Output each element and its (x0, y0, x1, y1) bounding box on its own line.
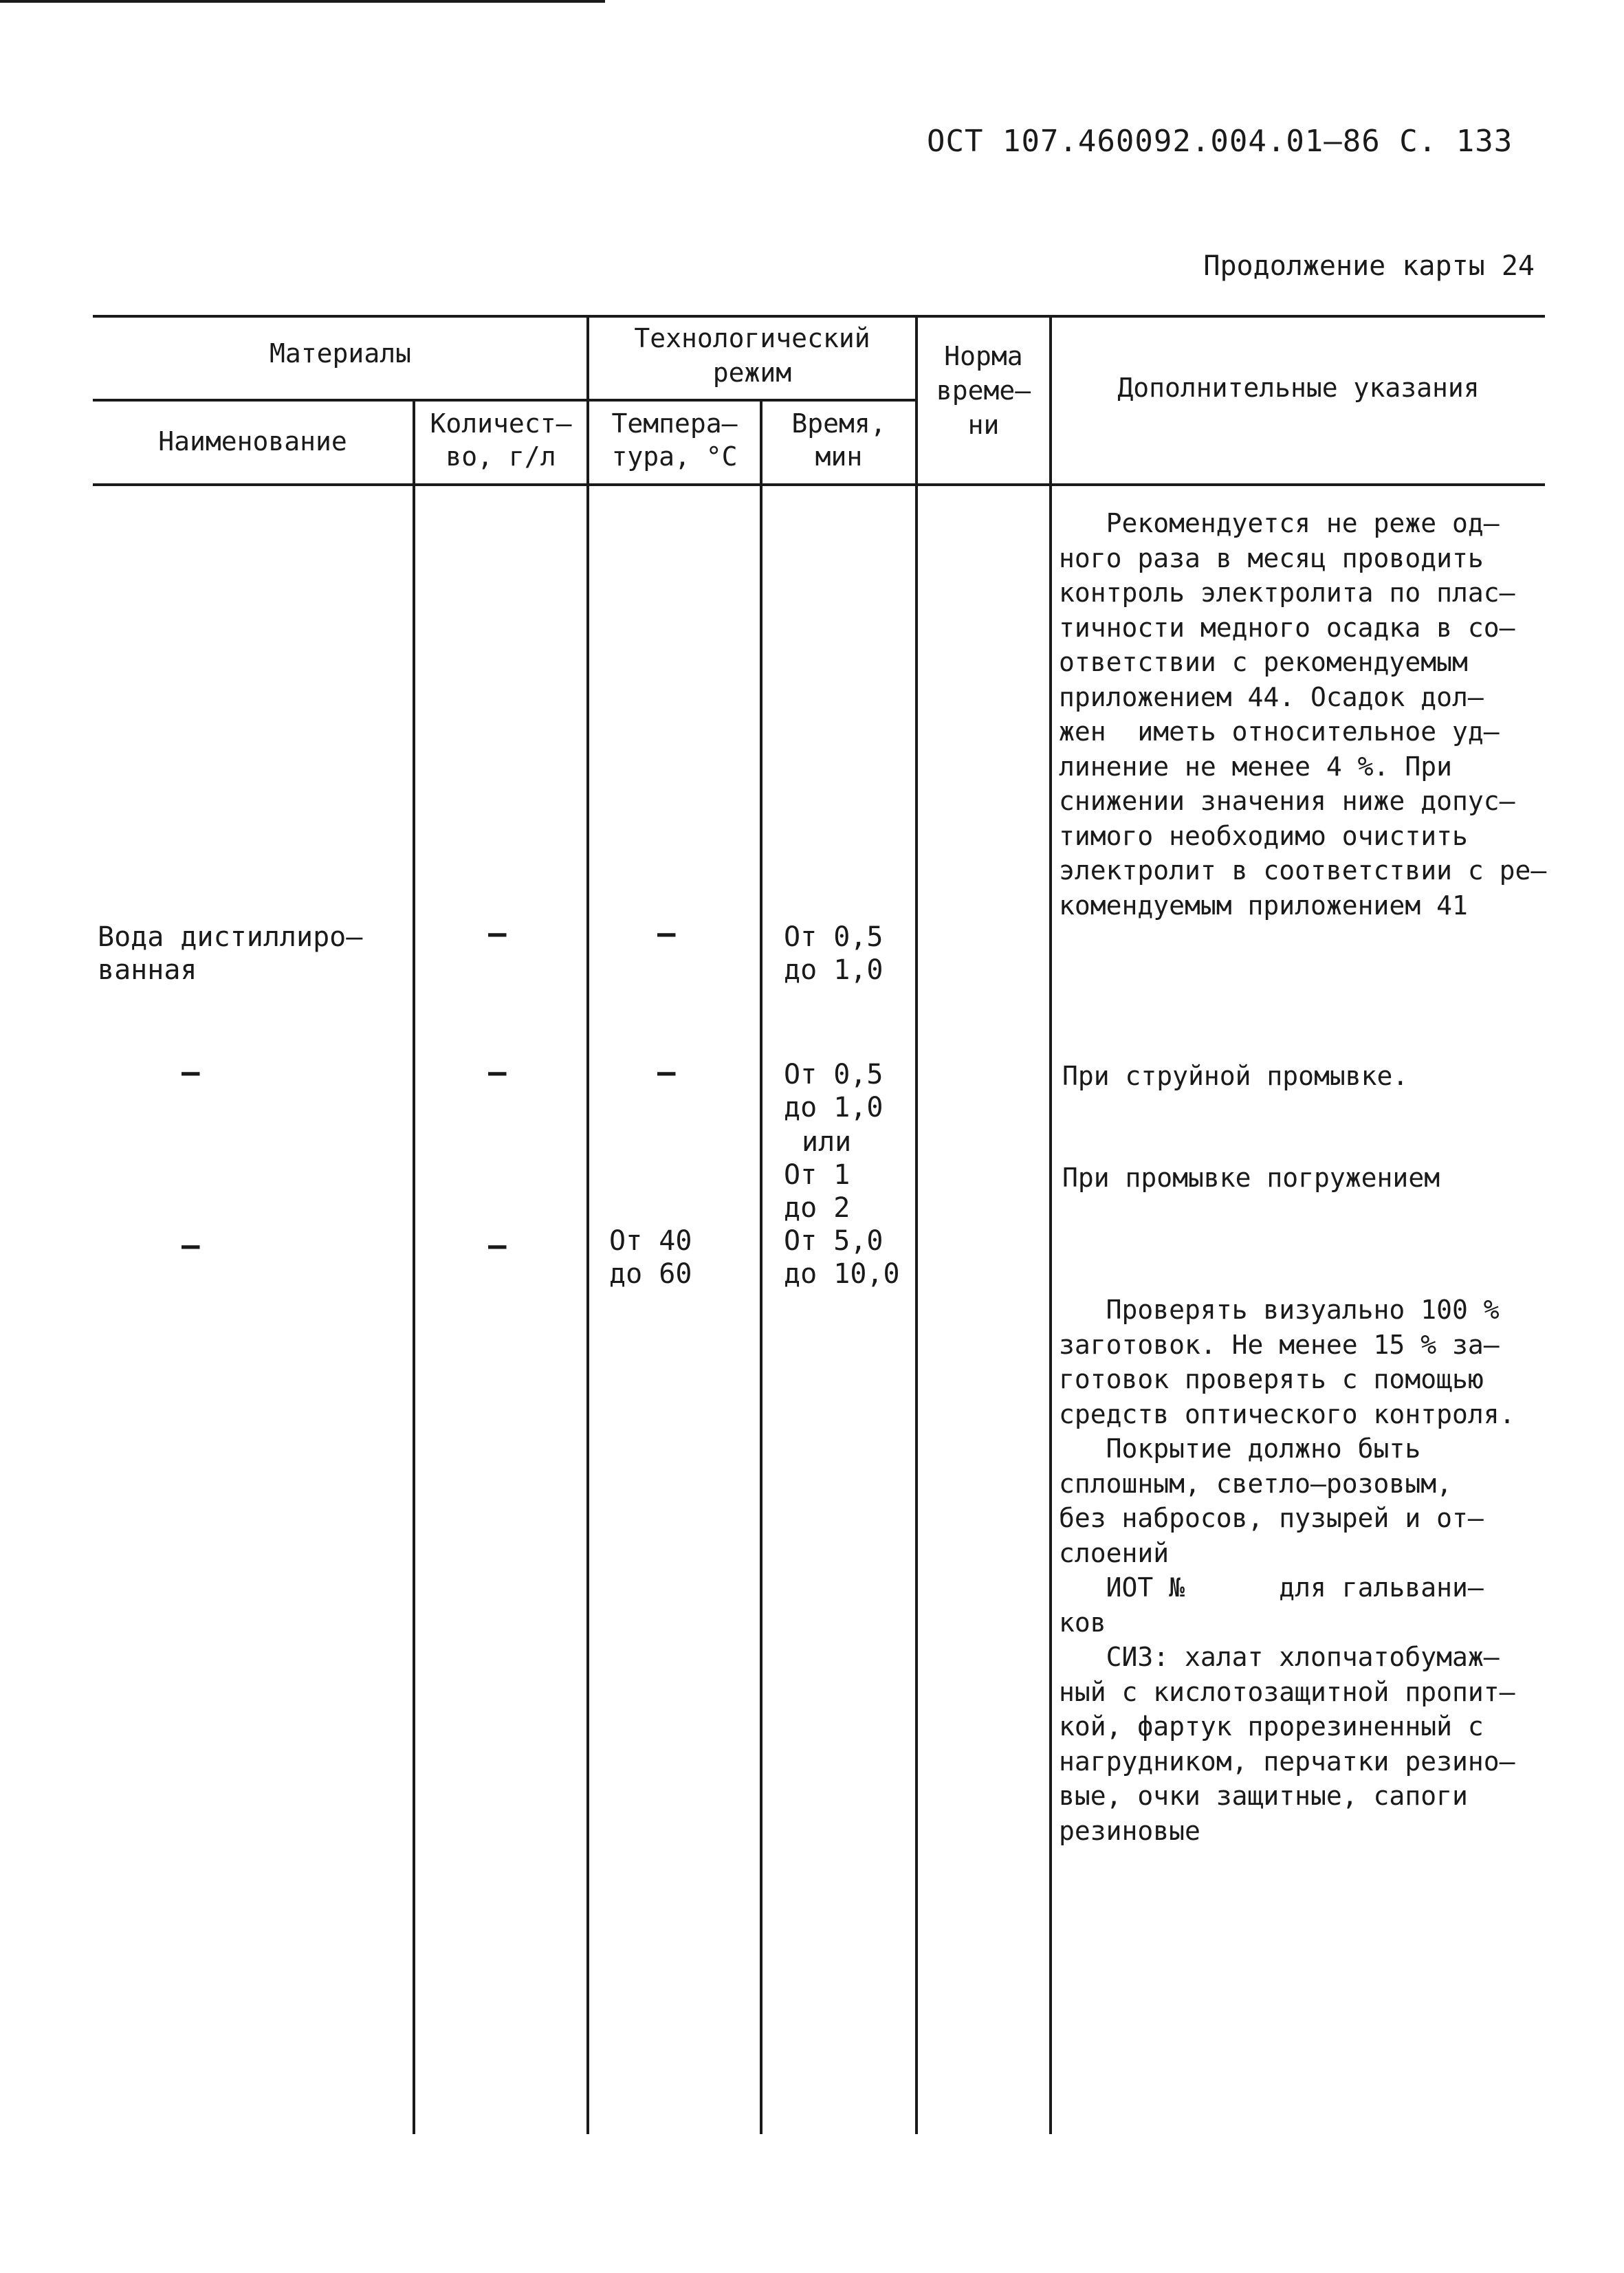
header-norm-3: ни (967, 410, 1000, 440)
row1-time-1: От 0,5 (784, 921, 884, 953)
header-norm-2: време– (936, 375, 1031, 406)
row2-time-4: От 1 (784, 1159, 851, 1191)
col-divider-1 (413, 400, 415, 2134)
header-name: Наименование (158, 426, 347, 457)
header-norm-1: Норма (944, 341, 1023, 371)
row2-time-2: до 1,0 (784, 1092, 884, 1123)
header-temperature-1: Темпера– (611, 408, 738, 439)
col-divider-2 (586, 316, 589, 2134)
header-materials: Материалы (270, 338, 411, 369)
notes-inspection-and-safety: Проверять визуально 100 % заготовок. Не менее 15 % за– готовок проверять с помощью средств оптического контроля. Покрытие должно быть сплошным, светло–розовым, без набросов, пузырей и от– слоений ИОТ № для гальвани– ков СИЗ: халат хлопчатобумаж– ный с кислотозащитной пропит– кой, фартук прорезиненный с нагрудником, перчатки резино– вые, очки защитные, сапоги резиновые (1059, 1295, 1515, 1846)
tech-mode-sub-rule (588, 399, 917, 402)
row2-note-jet: При струйной промывке. (1062, 1061, 1409, 1091)
row2-time-5: до 2 (784, 1192, 851, 1224)
document-code: ОСТ 107.460092.004.01–86 С. 133 (927, 124, 1513, 159)
col-divider-3 (760, 400, 762, 2134)
header-quantity-1: Количест– (430, 408, 572, 439)
row3-temperature-2: до 60 (609, 1258, 692, 1290)
notes-electrolyte-control: Рекомендуется не реже од– ного раза в месяц проводить контроль электролита по плас– тичности медного осадка в со– ответствии с рекомендуемым приложением 44. Осадок дол– жен иметь относительное уд– линение не менее 4 %. При снижении значения ниже допус– тимого необходимо очистить электролит в соответствии с ре– комендуемым приложением 41 (1059, 508, 1547, 921)
continuation-label: Продолжение карты 24 (1203, 250, 1535, 282)
row1-quantity-dash: – (488, 916, 507, 951)
row2-temperature-dash: – (657, 1055, 676, 1090)
row2-time-1: От 0,5 (784, 1059, 884, 1090)
row1-time-2: до 1,0 (784, 954, 884, 986)
header-tech-mode-1: Технологический (634, 323, 870, 353)
row3-time-1: От 5,0 (784, 1225, 884, 1257)
header-time-1: Время, (791, 408, 886, 439)
header-time-2: мин (815, 441, 863, 472)
col-divider-5 (1049, 316, 1052, 2134)
header-tech-mode-2: режим (712, 358, 792, 388)
row2-note-immersion: При промывке погружением (1062, 1163, 1440, 1193)
row1-temperature-dash: – (657, 916, 676, 951)
row3-quantity-dash: – (488, 1228, 507, 1263)
header-rule (0, 0, 605, 3)
row2-quantity-dash: – (488, 1055, 507, 1090)
col-divider-4 (915, 316, 918, 2134)
materials-sub-rule (93, 399, 588, 402)
row3-temperature-1: От 40 (609, 1225, 692, 1257)
table-top-rule (93, 315, 1545, 318)
row3-name-dash: – (182, 1228, 200, 1263)
header-quantity-2: во, г/л (446, 441, 556, 472)
row1-name-1: Вода дистиллиро– (98, 921, 363, 953)
row2-time-3: или (802, 1126, 852, 1158)
header-notes: Дополнительные указания (1117, 373, 1480, 403)
header-bottom-rule (93, 483, 1545, 486)
header-temperature-2: тура, °С (611, 441, 738, 472)
row1-name-2: ванная (98, 954, 197, 986)
row3-time-2: до 10,0 (784, 1258, 900, 1290)
row2-name-dash: – (182, 1055, 200, 1090)
